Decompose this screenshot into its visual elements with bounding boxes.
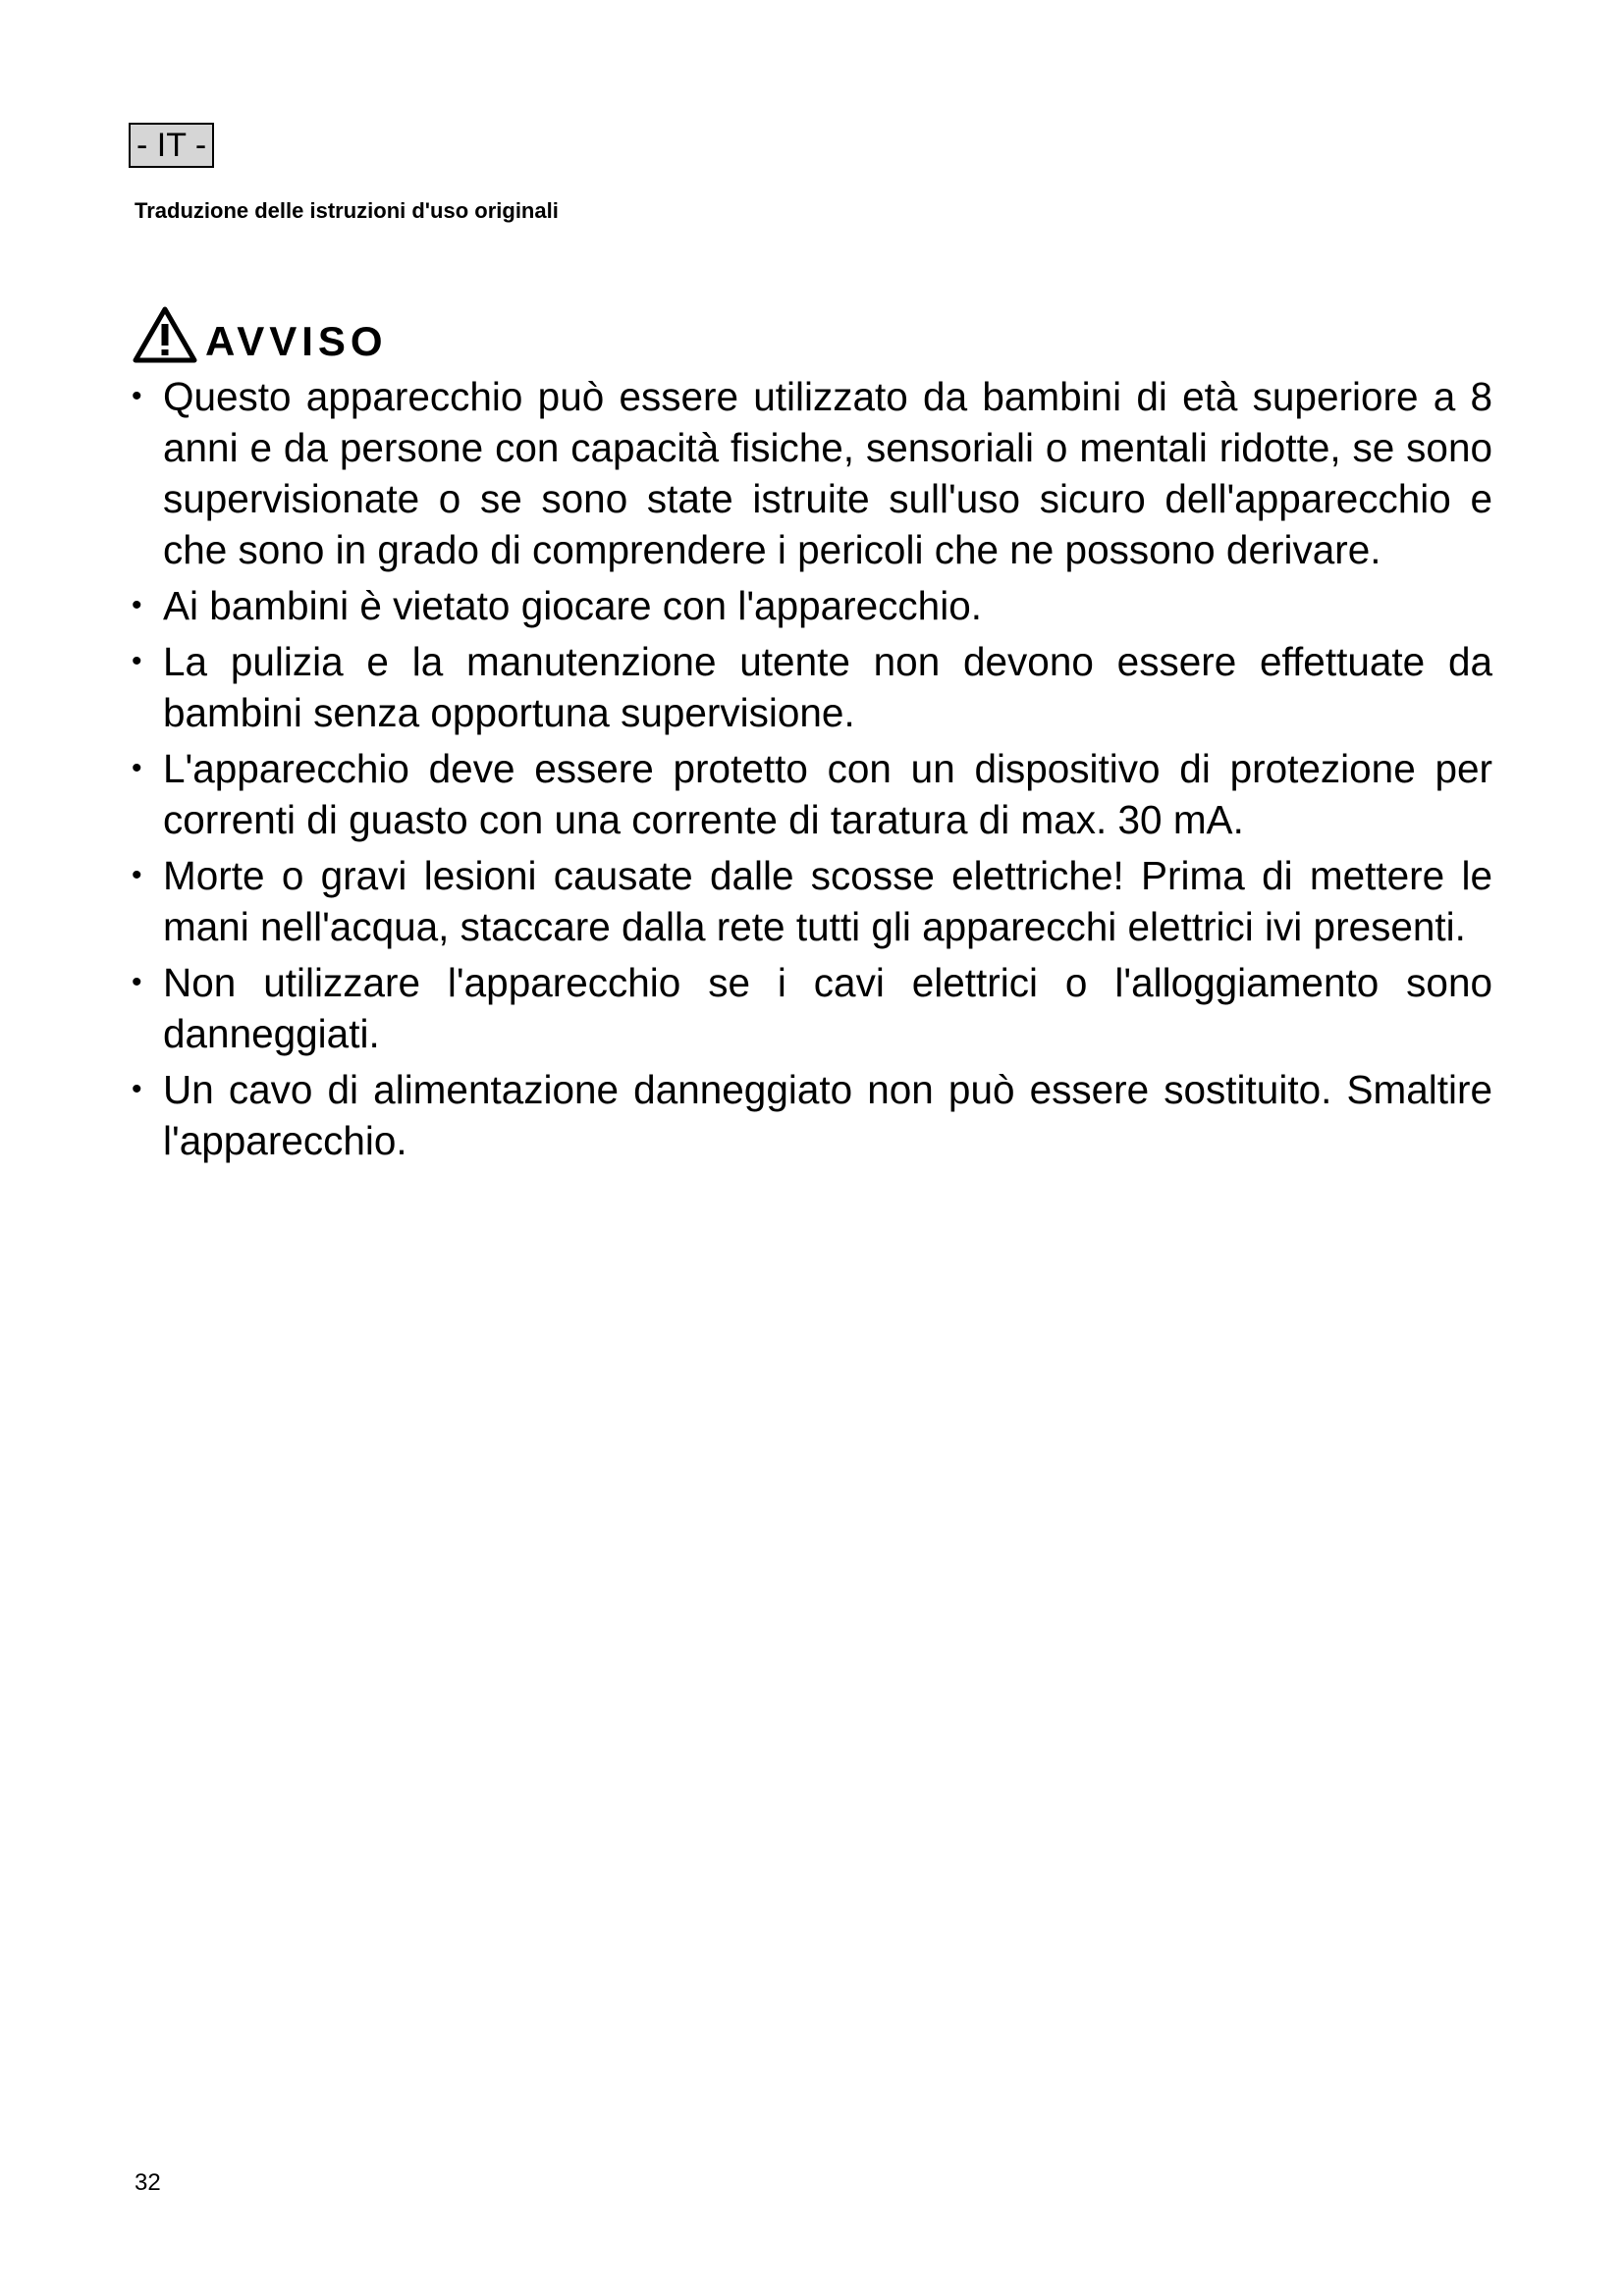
list-item [128, 1064, 1492, 1166]
list-item-text: Morte o gravi lesioni causate dalle scosse elettriche! Prima di mettere le mani nell'acqua, staccare dalla rete tutti gli apparecchi elettrici ivi presenti. [163, 853, 1492, 949]
warning-triangle-icon [133, 306, 197, 363]
list-item [128, 371, 1492, 575]
bullet-icon: • [132, 1073, 142, 1105]
document-subtitle: Traduzione delle istruzioni d'uso originali [135, 198, 559, 223]
bullet-icon: • [132, 380, 142, 412]
warning-header [133, 294, 388, 363]
list-item-text: La pulizia e la manutenzione utente non devono essere effettuate da bambini senza opportuna supervisione. [163, 639, 1492, 735]
list-item-text: Ai bambini è vietato giocare con l'apparecchio. [163, 583, 982, 628]
warning-title: AVVISO [205, 318, 388, 364]
list-item [128, 850, 1492, 952]
list-item [128, 580, 1492, 631]
warning-list [128, 371, 1492, 1171]
list-item-text: Non utilizzare l'apparecchio se i cavi elettrici o l'alloggiamento sono danneggiati. [163, 960, 1492, 1056]
bullet-icon: • [132, 589, 142, 621]
list-item-text: Questo apparecchio può essere utilizzato da bambini di età superiore a 8 anni e da persone con capacità fisiche, sensoriali o mentali ridotte, se sono supervisionate o se sono state istruite sull'uso sicuro dell'apparecchio e che sono in grado di comprendere i pericoli che ne possono derivare. [163, 374, 1492, 572]
bullet-icon: • [132, 645, 142, 677]
list-item-text: L'apparecchio deve essere protetto con un dispositivo di protezione per correnti di guasto con una corrente di taratura di max. 30 mA. [163, 746, 1492, 842]
list-item [128, 957, 1492, 1059]
list-item [128, 743, 1492, 845]
list-item [128, 636, 1492, 738]
bullet-icon: • [132, 966, 142, 998]
language-tag: - IT - [129, 123, 214, 168]
bullet-icon: • [132, 752, 142, 784]
list-item-text: Un cavo di alimentazione danneggiato non può essere sostituito. Smaltire l'apparecchio. [163, 1067, 1492, 1163]
page-number: 32 [135, 2169, 161, 2196]
bullet-icon: • [132, 859, 142, 891]
